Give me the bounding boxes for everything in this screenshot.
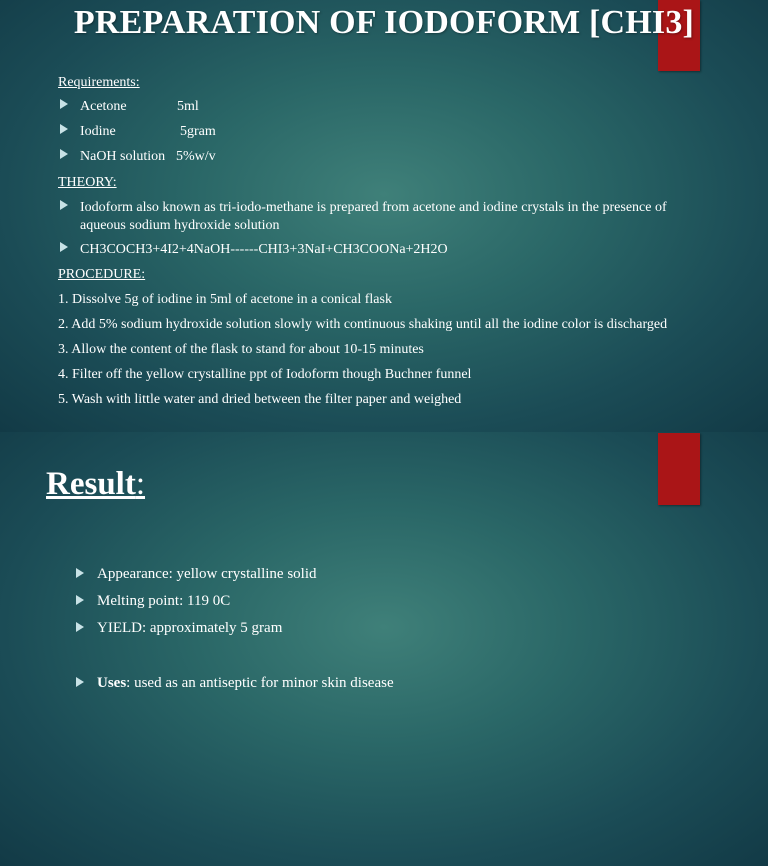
slide-result xyxy=(0,432,768,866)
page-title: PREPARATION OF IODOFORM [CHI3] xyxy=(73,4,695,41)
bullet-icon xyxy=(76,595,84,605)
bullet-icon xyxy=(76,677,84,687)
bullet-icon xyxy=(60,99,68,109)
requirements-heading: Requirements: xyxy=(58,75,140,90)
procedure-step: 2. Add 5% sodium hydroxide solution slowly with continuous shaking until all the iodine color is discharged xyxy=(58,317,668,332)
result-heading: Result: xyxy=(46,466,146,502)
result-item: YIELD: approximately 5 gram xyxy=(97,620,283,636)
requirement-item: Iodine 5gram xyxy=(80,124,216,139)
bullet-icon xyxy=(76,622,84,632)
procedure-step: 1. Dissolve 5g of iodine in 5ml of acetone in a conical flask xyxy=(58,292,392,307)
procedure-step: 3. Allow the content of the flask to stand for about 10-15 minutes xyxy=(58,342,424,357)
bullet-icon xyxy=(76,568,84,578)
theory-heading: THEORY: xyxy=(58,175,117,190)
theory-line-continued: aqueous sodium hydroxide solution xyxy=(80,218,280,233)
bullet-icon xyxy=(60,124,68,134)
result-item: Appearance: yellow crystalline solid xyxy=(97,566,317,582)
procedure-heading: PROCEDURE: xyxy=(58,267,146,282)
red-accent-bar xyxy=(658,433,700,505)
procedure-step: 4. Filter off the yellow crystalline ppt of Iodoform though Buchner funnel xyxy=(58,367,472,382)
requirement-item: NaOH solution 5%w/v xyxy=(80,149,216,164)
theory-equation: CH3COCH3+4I2+4NaOH------CHI3+3NaI+CH3COONa+2H2O xyxy=(80,242,448,257)
theory-line: Iodoform also known as tri-iodo-methane is prepared from acetone and iodine crystals in the presence of xyxy=(80,200,667,215)
procedure-step: 5. Wash with little water and dried between the filter paper and weighed xyxy=(58,392,462,407)
requirement-item: Acetone 5ml xyxy=(80,99,199,114)
uses-item: Uses: used as an antiseptic for minor skin disease xyxy=(97,675,394,691)
slide-preparation xyxy=(0,0,768,432)
bullet-icon xyxy=(60,149,68,159)
bullet-icon xyxy=(60,200,68,210)
result-item: Melting point: 119 0C xyxy=(97,593,231,609)
bullet-icon xyxy=(60,242,68,252)
